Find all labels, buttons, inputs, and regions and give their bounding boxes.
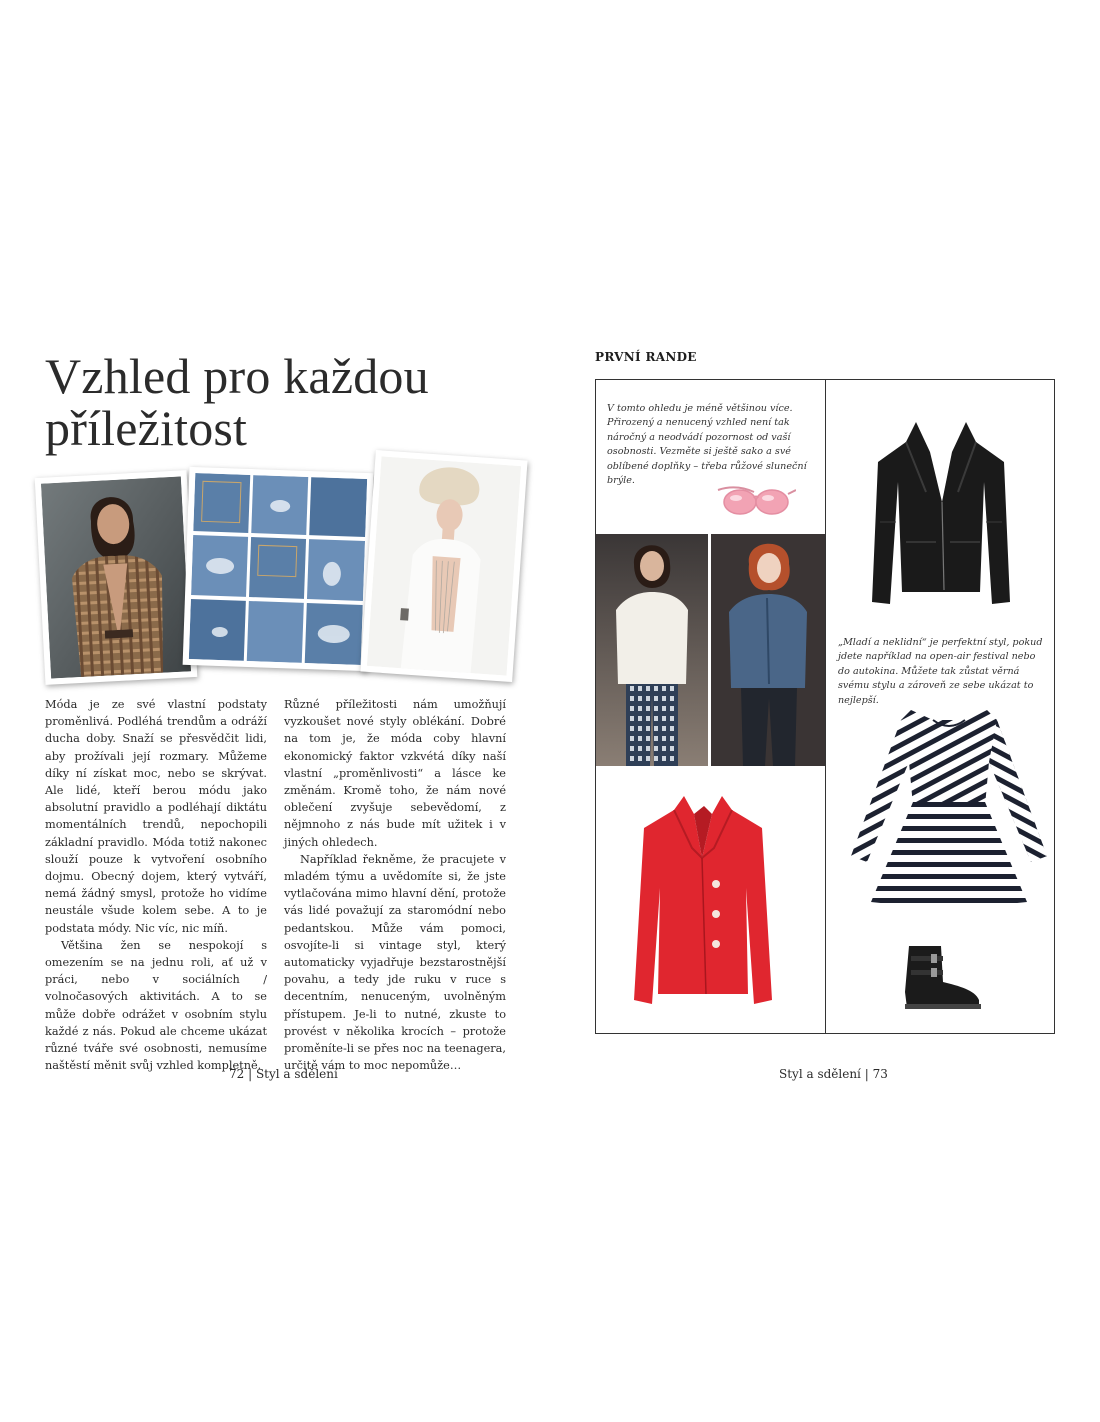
frame-divider — [825, 380, 826, 1033]
text-column-2 — [284, 696, 506, 1074]
red-blazer-icon — [626, 788, 781, 1013]
paragraph: Například řekněme, že pracujete v mladém týmu a uvědomíte si, že jste vytlačována mimo hlavní dění, protože vás lidé považují za staromódní nebo pedantskou. Může vám pomoci, osvojíte-li si vintage styl, který automaticky vyjadřuje bezstarostnější povahu, a tedy jde ruku v ruce s decentním, nenuceným, uvolněným přístupem. Je-li to nutné, zkuste to provést v několika krocích – protože proměníte-li se přes noc na teenagera, určitě vám to moc nepomůže… — [284, 852, 506, 1073]
page-number-right: Styl a sdělení | 73 — [779, 1067, 888, 1081]
paragraph: Móda je ze své vlastní podstaty proměnlivá. Podléhá trendům a odráží ducha doby. Snaží se přesvědčit lidi, aby prožívali její rozmary. Můžeme díky ní získat moc, nebo se skrývat. Ale lidé, kteří berou módu jako absolutní pravidlo a podléhají diktátu momentálních trendů, nepochopili základní pravidlo. Móda totiž nakonec slouží pouze k vytvoření osobního dojmu. Obecný dojem, který vytváří, nemá žádný smysl, protože ho vidíme neustále všude kolem sebe. A to je podstata módy. Nic víc, nic míň. — [45, 698, 267, 935]
page-title — [45, 350, 515, 454]
section-heading: PRVNÍ RANDE — [595, 350, 697, 364]
platinum-haired-woman-photo — [360, 450, 527, 682]
black-leather-jacket-icon — [866, 412, 1016, 617]
title-line-1: Vzhled pro každou — [45, 348, 429, 404]
right-page — [550, 0, 1100, 1422]
title-line-2: příležitost — [45, 400, 248, 456]
outfit-frame — [595, 379, 1055, 1034]
paragraph: Různé příležitosti nám umožňují vyzkoušet nové styly oblékání. Dobré na tom je, že móda coby hlavní ekonomický faktor vzkvétá díky naší vlastní „proměnlivosti“ a lásce ke změnám. Kromě toho, že nám nové oblečení zvyšuje sebevědomí, z nějmnoho z nás bude mít užitek i v jiných ohledech. — [284, 698, 506, 849]
runway-model-denim-shirt-photo — [711, 534, 825, 766]
ripped-denim-collage-photo — [183, 467, 374, 671]
black-ankle-boot-icon — [901, 942, 981, 1012]
pink-sunglasses-icon — [716, 480, 796, 520]
runway-model-white-shirt-photo — [596, 534, 708, 766]
caption-note-1: V tomto ohledu je méně většinou více. Přirozený a nenucený vzhled není tak náročný a neodvádí pozornost od vaší osobnosti. Vezměte si ještě sako a své oblíbené doplňky – třeba růžové sluneční brýle. — [607, 403, 807, 487]
caption-note-2: „Mladí a neklidní“ je perfektní styl, pokud jdete například na open-air festival nebo do autokina. Můžete tak zůstat věrná svému stylu a zároveň ze sebe ukázat to nejlepší. — [838, 637, 1043, 706]
woman-in-plaid-shirt-photo — [35, 470, 198, 685]
paragraph: Většina žen se nespokojí s omezením se na jednu roli, ať už v práci, nebo v sociálních / volnočasových aktivitách. A to se může dobře odrážet v osobním stylu každé z nás. Pokud ale chceme ukázat různé tváře své osobnosti, nemusíme naštěstí měnit svůj vzhled kompletně. — [45, 938, 267, 1073]
text-column-1 — [45, 696, 267, 1074]
striped-dress-icon — [841, 706, 1056, 911]
page-number-left: 72 | Styl a sdělení — [229, 1067, 338, 1081]
